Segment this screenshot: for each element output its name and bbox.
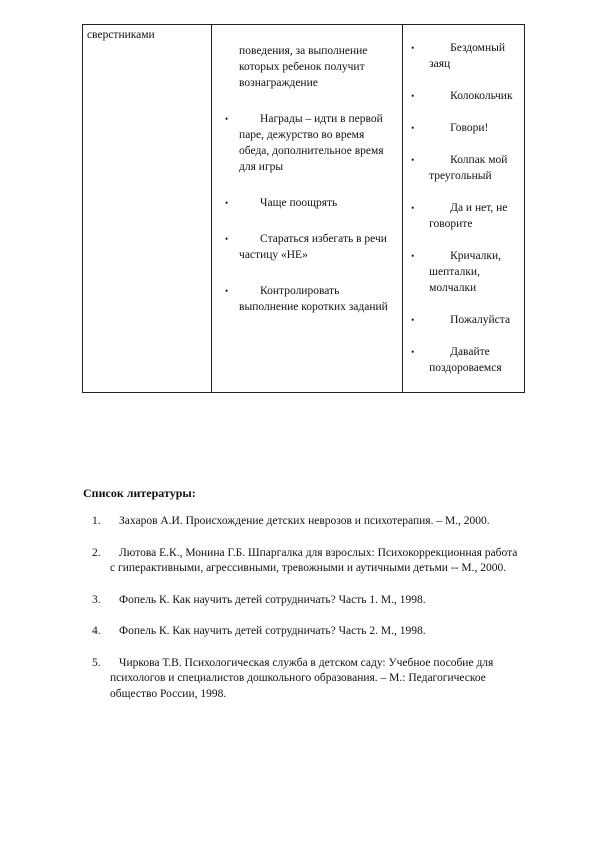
list-item bbox=[403, 344, 524, 376]
bullet-icon: • bbox=[411, 91, 415, 101]
list-item bbox=[212, 111, 402, 175]
list-item-text: Бездомный заяц bbox=[429, 42, 505, 70]
content-table bbox=[82, 24, 525, 393]
references-list bbox=[83, 514, 523, 718]
list-item-text: Говори! bbox=[450, 122, 489, 134]
reference-item bbox=[83, 546, 523, 577]
bullet-icon: • bbox=[411, 251, 415, 261]
reference-item bbox=[83, 514, 523, 530]
list-item-text: Чаще поощрять bbox=[260, 197, 338, 209]
bullet-icon: • bbox=[225, 234, 229, 244]
table-cell-recommendations bbox=[212, 25, 403, 393]
table-row bbox=[83, 25, 525, 393]
bullet-icon: • bbox=[411, 123, 415, 133]
recommendation-lead-text: поведения, за выполнение которых ребенок получит вознаграждение bbox=[239, 45, 368, 89]
reference-text: Захаров А.И. Происхождение детских неврозов и психотерапия. – М., 2000. bbox=[119, 515, 490, 527]
bullet-icon: • bbox=[411, 43, 415, 53]
bullet-icon: • bbox=[225, 286, 229, 296]
list-item bbox=[403, 120, 524, 136]
reference-number: 1. bbox=[92, 515, 101, 527]
list-item bbox=[212, 283, 402, 315]
list-item-text: Давайте поздороваемся bbox=[429, 346, 502, 374]
bullet-icon: • bbox=[225, 114, 229, 124]
list-item bbox=[403, 152, 524, 184]
list-item bbox=[212, 231, 402, 263]
list-item-text: Да и нет, не говорите bbox=[429, 202, 508, 230]
reference-item bbox=[83, 656, 523, 703]
list-item-text: Кричалки, шепталки, молчалки bbox=[429, 250, 502, 294]
list-item-text: Колпак мой треугольный bbox=[429, 154, 508, 182]
list-item-text: Контролировать выполнение коротких заданий bbox=[239, 285, 388, 313]
list-item bbox=[403, 200, 524, 232]
games-list bbox=[403, 25, 524, 376]
reference-item bbox=[83, 593, 523, 609]
list-item-text: Пожалуйста bbox=[450, 314, 511, 326]
list-item bbox=[403, 312, 524, 328]
bullet-icon: • bbox=[411, 203, 415, 213]
bullet-icon: • bbox=[411, 155, 415, 165]
reference-number: 2. bbox=[92, 546, 101, 559]
list-item bbox=[403, 248, 524, 296]
bullet-icon: • bbox=[411, 347, 415, 357]
list-item-text: Награды – идти в первой паре, дежурство во время обеда, дополнительное время для игры bbox=[239, 113, 384, 173]
reference-number: 3. bbox=[92, 593, 101, 606]
bullet-icon: • bbox=[411, 315, 415, 325]
reference-text: Фопель К. Как научить детей сотрудничать? Часть 1. М., 1998. bbox=[119, 593, 426, 606]
reference-number: 5. bbox=[92, 656, 101, 669]
table-cell-age bbox=[83, 25, 212, 393]
references-heading: Список литературы: bbox=[83, 486, 196, 500]
list-item bbox=[212, 195, 402, 211]
list-item-text: Стараться избегать в речи частицу «НЕ» bbox=[239, 233, 387, 261]
reference-text: Фопель К. Как научить детей сотрудничать? Часть 2. М., 1998. bbox=[119, 625, 426, 637]
table-cell-games bbox=[403, 25, 525, 393]
list-item bbox=[403, 40, 524, 72]
reference-text: Чиркова Т.В. Психологическая служба в детском саду: Учебное пособие для психологов и специалистов дошкольного образования. – М.: Педагогическое общество России, 1998. bbox=[110, 656, 494, 700]
cell-text: сверстниками bbox=[87, 29, 155, 41]
reference-number: 4. bbox=[92, 625, 101, 637]
bullet-icon: • bbox=[225, 198, 229, 208]
reference-text: Лютова Е.К., Монина Г.Б. Шпаргалка для взрослых: Психокоррекционная работа с гиперактивными, агрессивными, тревожными и аутичными детьми -- М., 2000. bbox=[110, 546, 518, 574]
reference-item bbox=[83, 624, 523, 640]
list-item-text: Колокольчик bbox=[450, 90, 513, 102]
list-item bbox=[403, 88, 524, 104]
